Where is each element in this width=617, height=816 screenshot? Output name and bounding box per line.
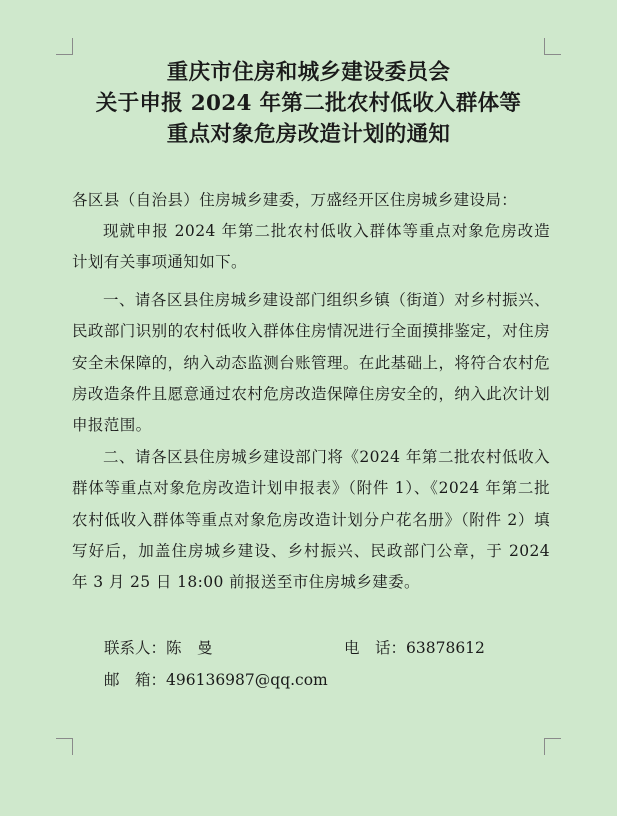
title-line-3: 重点对象危房改造计划的通知 [166, 122, 451, 147]
contact-phone-label: 电 话： [344, 639, 407, 657]
paragraph-intro: 现就申报 2024 年第二批农村低收入群体等重点对象危房改造计划有关事项通知如下。 [72, 222, 550, 272]
title-line-1: 重庆市住房和城乡建设委员会 [166, 60, 451, 85]
crop-mark-top-left [56, 38, 73, 55]
paragraph-item-2: 二、请各区县住房城乡建设部门将《2024 年第二批农村低收入群体等重点对象危房改造计划申报表》（附件 1）、《2024 年第二批农村低收入群体等重点对象危房改造计划分户花名册》（附件 2）填写好后，加盖住房城乡建设、乡村振兴、民政部门公章，于 2024 年 3 月 25 日 18:00 前报送至市住房城乡建委。 [72, 448, 550, 592]
contact-person-name: 陈 曼 [166, 639, 213, 657]
contact-person-label: 联系人： [104, 639, 167, 657]
crop-mark-bottom-right [544, 738, 561, 755]
contact-phone-value: 63878612 [406, 639, 485, 657]
paragraph-item-1: 一、请各区县住房城乡建设部门组织乡镇（街道）对乡村振兴、民政部门识别的农村低收入群体住房情况进行全面摸排鉴定，对住房安全未保障的，纳入动态监测台账管理。在此基础上，将符合农村危房改造条件且愿意通过农村危房改造保障住房安全的，纳入此次计划申报范围。 [72, 291, 550, 435]
contact-email-label: 邮 箱： [104, 671, 167, 689]
title-line-2: 关于申报 2024 年第二批农村低收入群体等 [95, 91, 522, 116]
contact-email-value: 496136987@qq.com [166, 671, 328, 689]
contact-phone [344, 636, 485, 660]
contact-person [104, 636, 213, 660]
salutation: 各区县（自治县）住房城乡建委，万盛经开区住房城乡建设局： [72, 191, 518, 209]
contact-email [104, 668, 328, 692]
crop-mark-top-right [544, 38, 561, 55]
crop-mark-bottom-left [56, 738, 73, 755]
